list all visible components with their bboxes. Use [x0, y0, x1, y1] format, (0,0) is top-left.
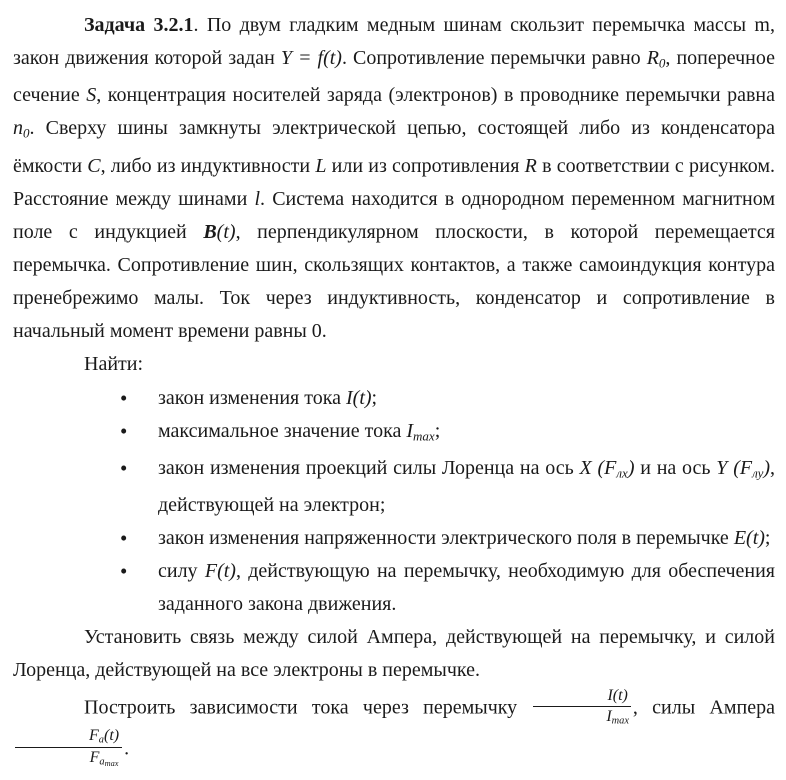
fraction-numerator — [15, 727, 122, 748]
text-segment: , силы Ампера — [632, 696, 775, 719]
text-segment: B — [203, 220, 217, 243]
paragraph-establish-relation — [13, 621, 775, 687]
paragraph-problem-statement — [13, 9, 775, 348]
paragraph-find-label — [13, 348, 775, 381]
text-segment: , действующую на перемычку, необходимую для обеспечения заданного закона движения. — [158, 560, 776, 615]
text-segment: 0 — [658, 55, 666, 71]
text-segment: S — [86, 84, 97, 107]
text-segment: закон изменения тока — [158, 386, 346, 409]
list-item-text — [158, 387, 377, 409]
text-segment: E(t) — [733, 527, 765, 549]
text-segment: I — [606, 707, 612, 725]
text-segment: и на ось — [634, 456, 717, 479]
text-segment: Y = f(t) — [280, 47, 342, 69]
text-segment: C — [87, 154, 101, 177]
find-list — [13, 382, 775, 622]
text-segment: Установить связь между силой Ампера, действующей на перемычку, и силой Лоренца, действующей на все электроны в перемычке. — [13, 626, 775, 681]
text-segment: n — [13, 117, 23, 140]
text-segment: Задача 3.2.1 — [84, 14, 194, 36]
text-segment: F(t) — [204, 560, 236, 582]
text-segment: . — [124, 737, 130, 760]
text-segment: ; — [434, 419, 441, 442]
text-segment: лу — [752, 465, 764, 480]
text-segment: 0 — [23, 125, 30, 141]
bullet-icon: • — [120, 559, 128, 583]
text-segment: max — [413, 427, 435, 443]
text-segment: или из сопротивления — [326, 154, 525, 177]
list-item-text — [158, 560, 775, 615]
bullet-icon: • — [120, 455, 128, 480]
text-segment: , действующей на электрон; — [158, 456, 776, 516]
text-segment: a — [98, 734, 104, 746]
bullet-icon: • — [120, 418, 128, 443]
text-segment: . По двум гладким медным шинам скользит перемычка массы m, закон движения которой задан — [13, 14, 775, 69]
fraction — [533, 687, 630, 727]
paragraph-build-plots — [13, 689, 775, 771]
text-segment: I — [406, 419, 414, 442]
text-segment: (F — [597, 456, 617, 479]
list-item-text — [158, 527, 770, 549]
text-segment: . Сверху шины замкнуты электрической цепью, состоящей либо из конденсатора ёмкости — [13, 117, 775, 177]
text-segment: Y — [716, 456, 728, 479]
text-segment: ) — [627, 456, 635, 479]
list-item — [13, 522, 775, 555]
text-segment: X — [579, 456, 592, 479]
text-segment: F — [89, 727, 99, 745]
text-segment: I(t) — [607, 687, 628, 704]
text-segment: силу — [158, 560, 205, 582]
bullet-icon: • — [120, 385, 128, 410]
list-item-text — [158, 457, 775, 516]
text-segment: a — [99, 756, 105, 768]
bullet-icon: • — [120, 526, 128, 550]
text-segment: R — [524, 154, 537, 177]
text-segment: ) — [763, 456, 771, 479]
text-segment: , либо из индуктивности — [100, 154, 316, 177]
list-item-text — [158, 420, 440, 442]
list-item — [13, 382, 775, 415]
list-item — [13, 555, 775, 621]
text-segment: Построить зависимости тока через перемычку — [84, 696, 532, 719]
list-item — [13, 415, 775, 452]
text-segment: ; — [764, 527, 771, 549]
text-segment: максимальное значение тока — [158, 419, 407, 442]
fraction-denominator — [19, 748, 119, 768]
text-segment: . Система находится в однородном переменном магнитном поле с индукцией — [13, 187, 775, 243]
text-segment: , перпендикулярном плоскости, в которой перемещается перемычка. Сопротивление шин, скользящих контактов, а также самоиндукция контура пренебрежимо малы. Ток через индуктивность, конденсатор и сопротивление в начальный момент времени равны 0. — [13, 220, 775, 342]
text-segment: закон изменения проекций силы Лоренца на ось — [158, 456, 580, 479]
text-segment: , поперечное сечение — [13, 47, 775, 107]
text-segment: Найти: — [84, 352, 144, 375]
fraction-denominator — [535, 707, 629, 727]
text-segment: лх — [616, 465, 628, 480]
text-segment: I(t) — [346, 386, 372, 409]
text-segment: l — [254, 187, 261, 210]
fraction-numerator — [533, 687, 630, 707]
text-segment: L — [315, 154, 327, 177]
fraction — [15, 727, 122, 769]
text-segment: . Сопротивление перемычки равно — [341, 47, 647, 69]
text-segment: закон изменения напряженности электрического поля в перемычке — [158, 527, 734, 549]
text-segment: R — [646, 47, 659, 69]
text-segment: max — [104, 759, 119, 769]
text-segment: F — [89, 749, 100, 767]
list-item — [13, 452, 775, 522]
text-segment: (t) — [103, 727, 120, 745]
text-segment: ; — [371, 386, 378, 409]
text-segment: (F — [733, 456, 753, 479]
text-segment: в соответствии с рисунком. Расстояние между шинами — [13, 154, 776, 210]
text-segment: max — [611, 715, 629, 727]
text-segment: (t) — [216, 220, 236, 243]
text-segment: , концентрация носителей заряда (электронов) в проводнике перемычки равна — [96, 84, 776, 107]
